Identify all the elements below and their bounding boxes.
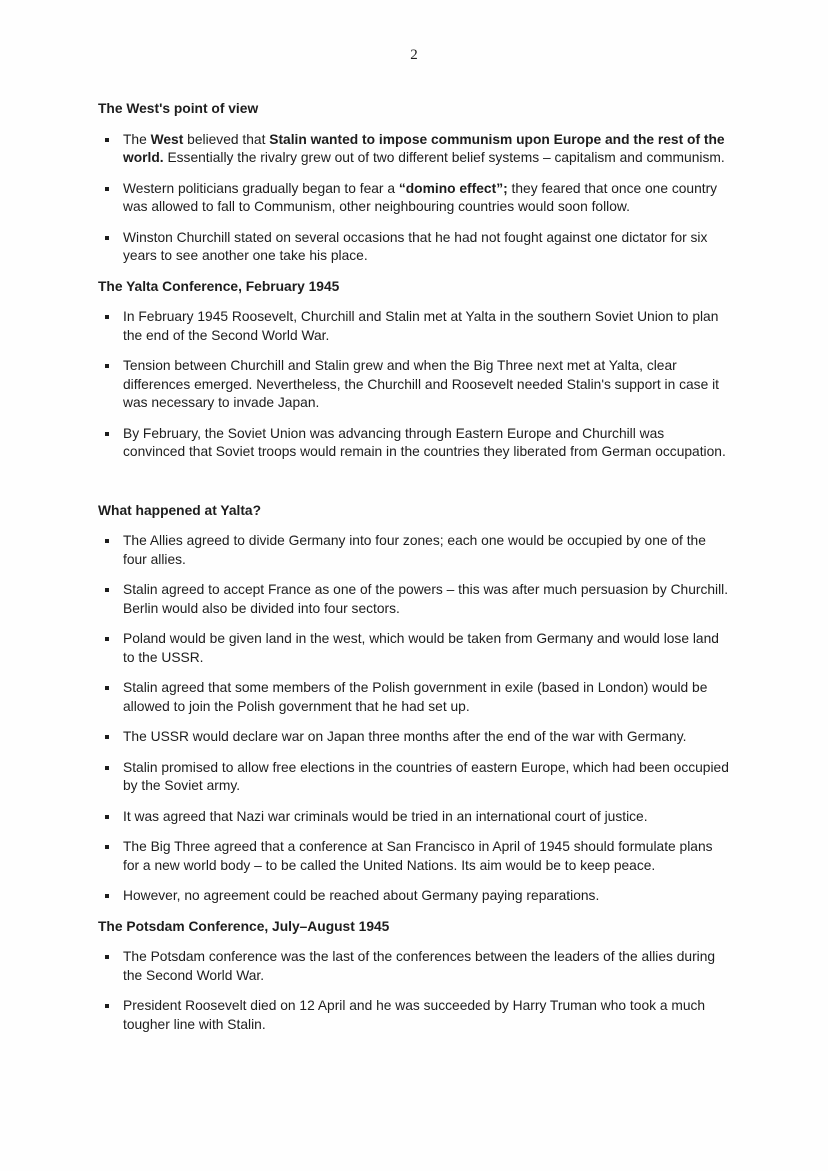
bullet-item	[98, 180, 730, 217]
text-run: Stalin agreed to accept France as one of the powers – this was after much persuasion by Churchill. Berlin would also be divided into four sectors.	[123, 582, 729, 616]
bullet-item	[98, 997, 730, 1034]
bullet-square-icon	[98, 532, 123, 543]
bullet-square-icon	[98, 997, 123, 1008]
bullet-text	[123, 229, 730, 266]
bullet-text	[123, 997, 730, 1034]
section-heading: The Potsdam Conference, July–August 1945	[98, 918, 390, 934]
bullet-square-icon	[98, 808, 123, 819]
bullet-square-icon	[98, 229, 123, 240]
bullet-square-icon	[98, 838, 123, 849]
document-content	[98, 100, 730, 1034]
bold-text-run: “domino effect”;	[398, 180, 508, 196]
bullet-item	[98, 308, 730, 345]
text-run: The USSR would declare war on Japan three months after the end of the war with Germany.	[123, 729, 687, 744]
bullet-square-icon	[98, 308, 123, 319]
text-run: It was agreed that Nazi war criminals would be tried in an international court of justice.	[123, 808, 648, 824]
bullet-item	[98, 759, 730, 796]
section-0	[98, 100, 730, 266]
text-run: However, no agreement could be reached about Germany paying reparations.	[123, 888, 600, 903]
bullet-item	[98, 948, 730, 985]
text-run: Tension between Churchill and Stalin grew and when the Big Three next met at Yalta, clear differences emerged. Nevertheless, the Churchill and Roosevelt needed Stalin's support in case it was necessary to invade Japan.	[123, 358, 719, 410]
bullet-item	[98, 581, 730, 618]
bullet-item	[98, 425, 730, 462]
section-3	[98, 918, 730, 1035]
text-run: Winston Churchill stated on several occasions that he had not fought against one dictator for six years to see another one take his place.	[123, 229, 708, 263]
bullet-text	[123, 759, 730, 796]
bold-text-run: Stalin wanted to impose communism upon Europe and the rest of the world.	[123, 131, 725, 165]
bullet-text	[123, 308, 730, 345]
bullet-item	[98, 887, 730, 906]
text-run: The Big Three agreed that a conference at San Francisco in April of 1945 should formulate plans for a new world body – to be called the United Nations. Its aim would be to keep peace.	[123, 839, 713, 873]
bullet-item	[98, 808, 730, 827]
text-run: By February, the Soviet Union was advancing through Eastern Europe and Churchill was convinced that Soviet troops would remain in the countries they liberated from German occupation.	[123, 425, 726, 459]
bullet-square-icon	[98, 357, 123, 368]
bullet-square-icon	[98, 630, 123, 641]
bullet-square-icon	[98, 180, 123, 191]
bullet-text	[123, 425, 730, 462]
text-run: believed that	[183, 131, 270, 147]
text-run: Essentially the rivalry grew out of two different belief systems – capitalism and communism.	[163, 150, 725, 165]
bullet-text	[123, 948, 730, 985]
text-run: Poland would be given land in the west, which would be taken from Germany and would lose land to the USSR.	[123, 631, 719, 665]
text-run: Stalin agreed that some members of the Polish government in exile (based in London) would be allowed to join the Polish government that he had set up.	[123, 680, 708, 714]
section-2	[98, 474, 730, 906]
bullet-text	[123, 131, 730, 168]
text-run: The Potsdam conference was the last of the conferences between the leaders of the allies during the Second World War.	[123, 949, 716, 983]
bold-text-run: West	[150, 131, 184, 147]
bullet-text	[123, 532, 730, 569]
text-run: President Roosevelt died on 12 April and he was succeeded by Harry Truman who took a much tougher line with Stalin.	[123, 998, 706, 1032]
bullet-item	[98, 229, 730, 266]
page-number: 2	[410, 47, 418, 63]
bullet-square-icon	[98, 759, 123, 770]
text-run: The Allies agreed to divide Germany into four zones; each one would be occupied by one of the four allies.	[123, 533, 706, 567]
bullet-item	[98, 532, 730, 569]
bullet-square-icon	[98, 581, 123, 592]
bullet-item	[98, 131, 730, 168]
text-run: In February 1945 Roosevelt, Churchill and Stalin met at Yalta in the southern Soviet Union to plan the end of the Second World War.	[123, 309, 719, 343]
bullet-text	[123, 679, 730, 716]
bullet-text	[123, 357, 730, 413]
bullet-square-icon	[98, 425, 123, 436]
bullet-text	[123, 808, 730, 827]
bullet-text	[123, 180, 730, 217]
bullet-item	[98, 630, 730, 667]
bullet-text	[123, 581, 730, 618]
bullet-text	[123, 838, 730, 875]
bullet-square-icon	[98, 887, 123, 898]
bullet-square-icon	[98, 948, 123, 959]
text-run: Stalin promised to allow free elections in the countries of eastern Europe, which had been occupied by the Soviet army.	[123, 759, 729, 793]
text-run: Western politicians gradually began to fear a	[123, 180, 399, 196]
bullet-square-icon	[98, 728, 123, 739]
section-heading: The West's point of view	[98, 101, 259, 116]
text-run: they feared that once one country was allowed to fall to Communism, other neighbouring countries would soon follow.	[123, 180, 718, 214]
section-1	[98, 278, 730, 462]
bullet-item	[98, 838, 730, 875]
section-heading: The Yalta Conference, February 1945	[98, 278, 340, 294]
bullet-square-icon	[98, 679, 123, 690]
bullet-text	[123, 728, 730, 747]
bullet-item	[98, 357, 730, 413]
bullet-item	[98, 728, 730, 747]
section-heading: What happened at Yalta?	[98, 502, 262, 518]
bullet-item	[98, 679, 730, 716]
text-run: The	[123, 131, 151, 147]
bullet-text	[123, 630, 730, 667]
bullet-text	[123, 887, 730, 906]
bullet-square-icon	[98, 131, 123, 142]
